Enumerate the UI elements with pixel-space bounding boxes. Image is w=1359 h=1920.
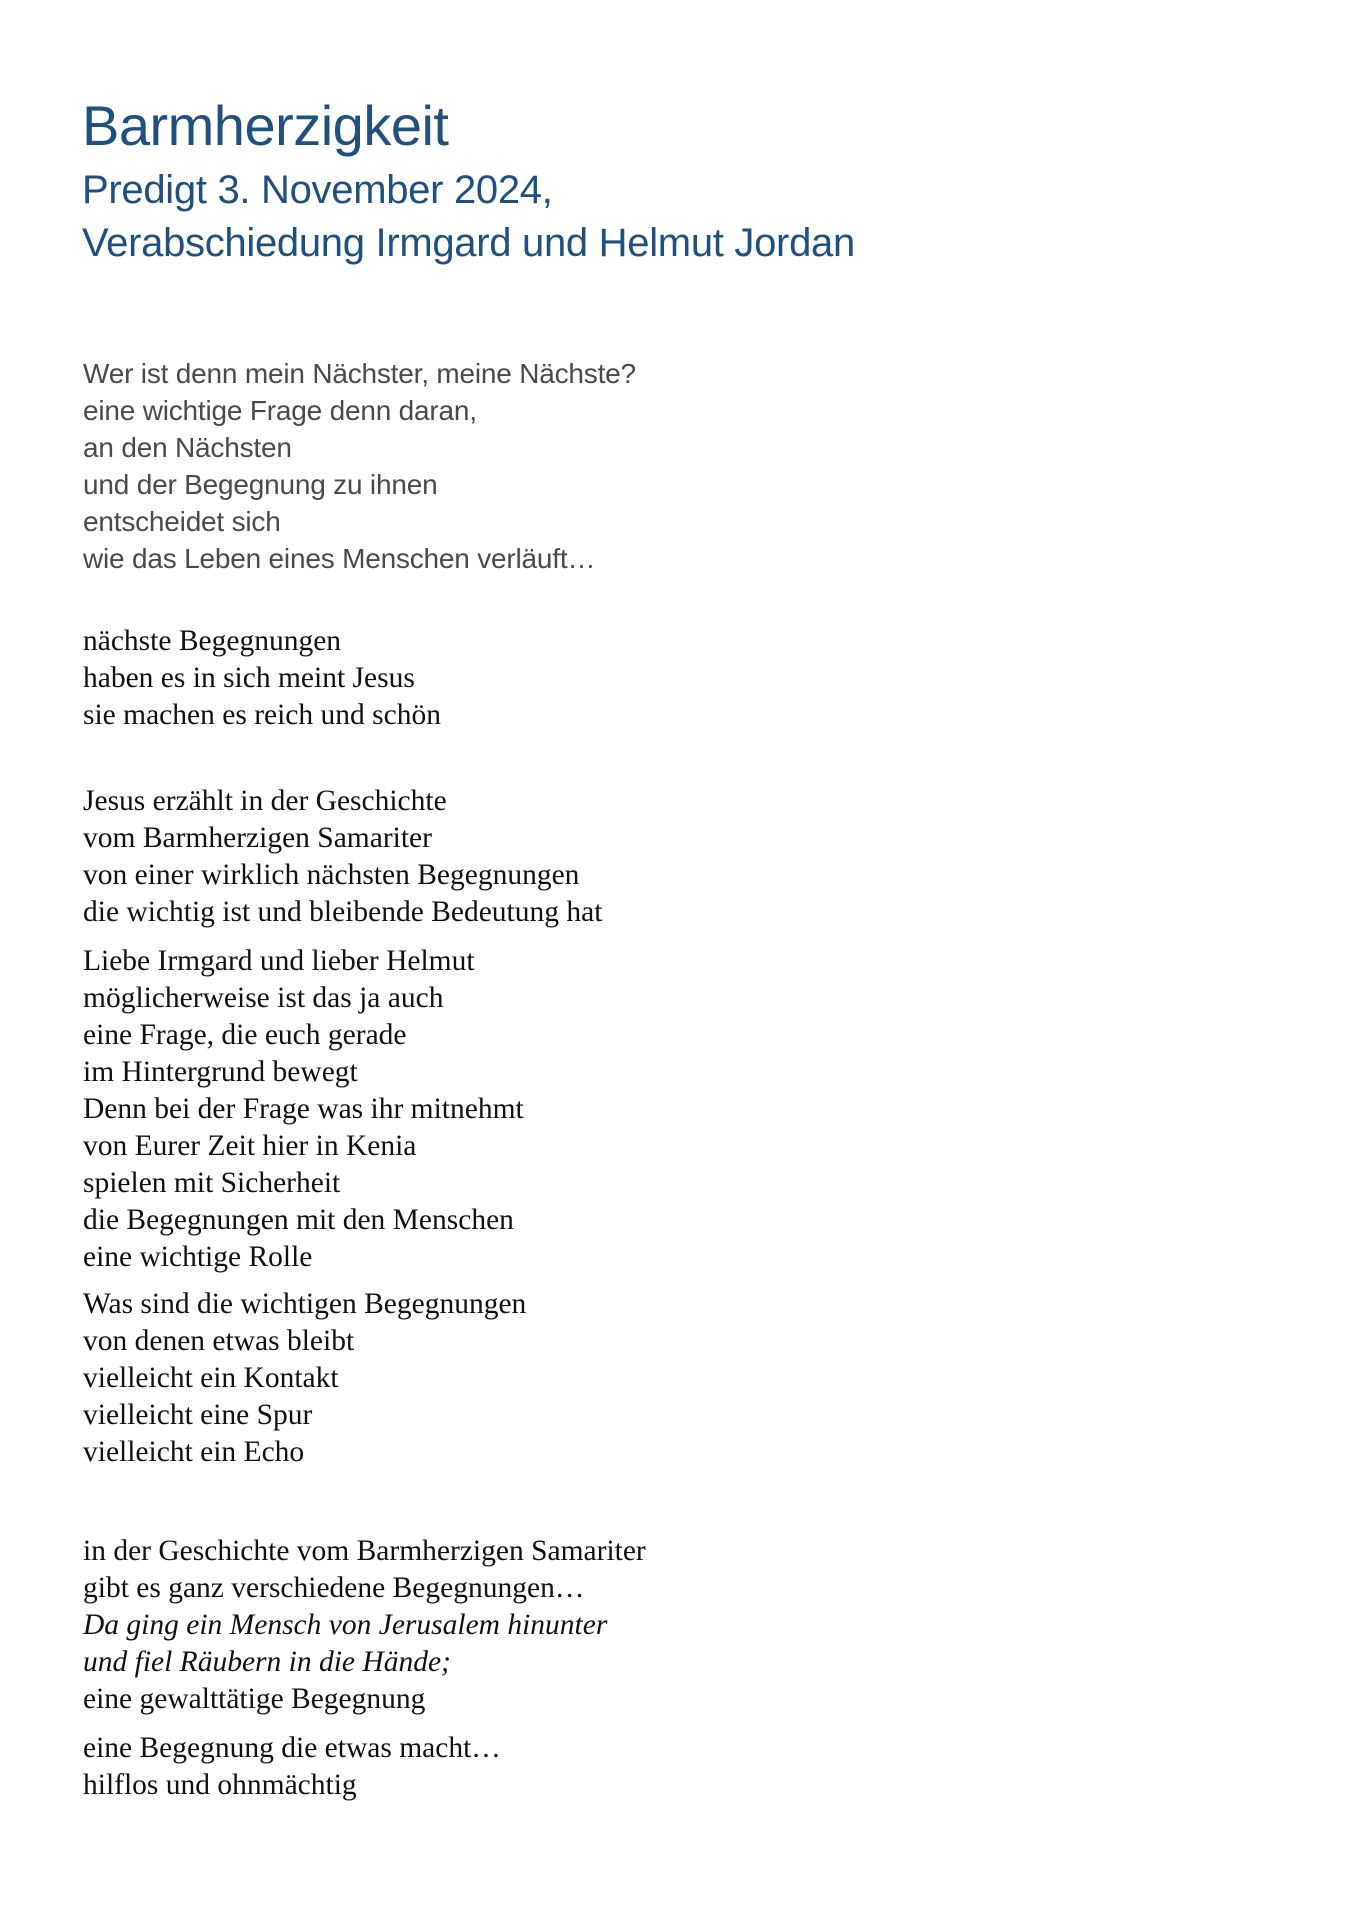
text-line: hilflos und ohnmächtig <box>83 1769 357 1801</box>
text-line: eine wichtige Rolle <box>83 1241 313 1273</box>
text-line: eine Frage, die euch gerade <box>83 1019 407 1051</box>
text-line: im Hintergrund bewegt <box>83 1056 358 1088</box>
paragraph-6 <box>83 1730 501 1804</box>
paragraph-2 <box>83 783 602 931</box>
document-title: Barmherzigkeit <box>82 94 449 157</box>
text-line: sie machen es reich und schön <box>83 699 441 731</box>
subtitle-line-occasion: Verabschiedung Irmgard und Helmut Jordan <box>82 221 855 265</box>
paragraph-4 <box>83 1286 526 1471</box>
text-line: und der Begegnung zu ihnen <box>83 469 438 500</box>
text-line: gibt es ganz verschiedene Begegnungen… <box>83 1572 585 1604</box>
scripture-quote-line: und fiel Räubern in die Hände; <box>83 1646 451 1678</box>
text-line: an den Nächsten <box>83 432 292 463</box>
text-line: entscheidet sich <box>83 506 281 537</box>
intro-paragraph <box>83 355 636 577</box>
text-line: spielen mit Sicherheit <box>83 1167 341 1199</box>
text-line: eine gewalttätige Begegnung <box>83 1683 426 1715</box>
paragraph-3 <box>83 943 524 1276</box>
text-line: Was sind die wichtigen Begegnungen <box>83 1288 527 1320</box>
text-line: von einer wirklich nächsten Begegnungen <box>83 859 580 891</box>
text-line: Wer ist denn mein Nächster, meine Nächste? <box>83 358 636 389</box>
text-line: von Eurer Zeit hier in Kenia <box>83 1130 417 1162</box>
text-line: vielleicht ein Kontakt <box>83 1362 339 1394</box>
text-line: eine Begegnung die etwas macht… <box>83 1732 501 1764</box>
text-line: vielleicht eine Spur <box>83 1399 313 1431</box>
paragraph-5 <box>83 1533 646 1718</box>
text-line: die Begegnungen mit den Menschen <box>83 1204 514 1236</box>
document-subtitle <box>82 164 855 270</box>
text-line: wie das Leben eines Menschen verläuft… <box>83 543 596 574</box>
text-line: vielleicht ein Echo <box>83 1436 305 1468</box>
text-line: von denen etwas bleibt <box>83 1325 355 1357</box>
text-line: in der Geschichte vom Barmherzigen Samariter <box>83 1535 646 1567</box>
text-line: vom Barmherzigen Samariter <box>83 822 432 854</box>
text-line: Liebe Irmgard und lieber Helmut <box>83 945 475 977</box>
text-line: die wichtig ist und bleibende Bedeutung hat <box>83 896 603 928</box>
text-line: Denn bei der Frage was ihr mitnehmt <box>83 1093 524 1125</box>
text-line: haben es in sich meint Jesus <box>83 662 415 694</box>
text-line: eine wichtige Frage denn daran, <box>83 395 477 426</box>
scripture-quote-line: Da ging ein Mensch von Jerusalem hinunter <box>83 1609 608 1641</box>
paragraph-1 <box>83 623 441 734</box>
text-line: möglicherweise ist das ja auch <box>83 982 444 1014</box>
text-line: Jesus erzählt in der Geschichte <box>83 785 447 817</box>
subtitle-line-date: Predigt 3. November 2024, <box>82 168 553 212</box>
text-line: nächste Begegnungen <box>83 625 342 657</box>
